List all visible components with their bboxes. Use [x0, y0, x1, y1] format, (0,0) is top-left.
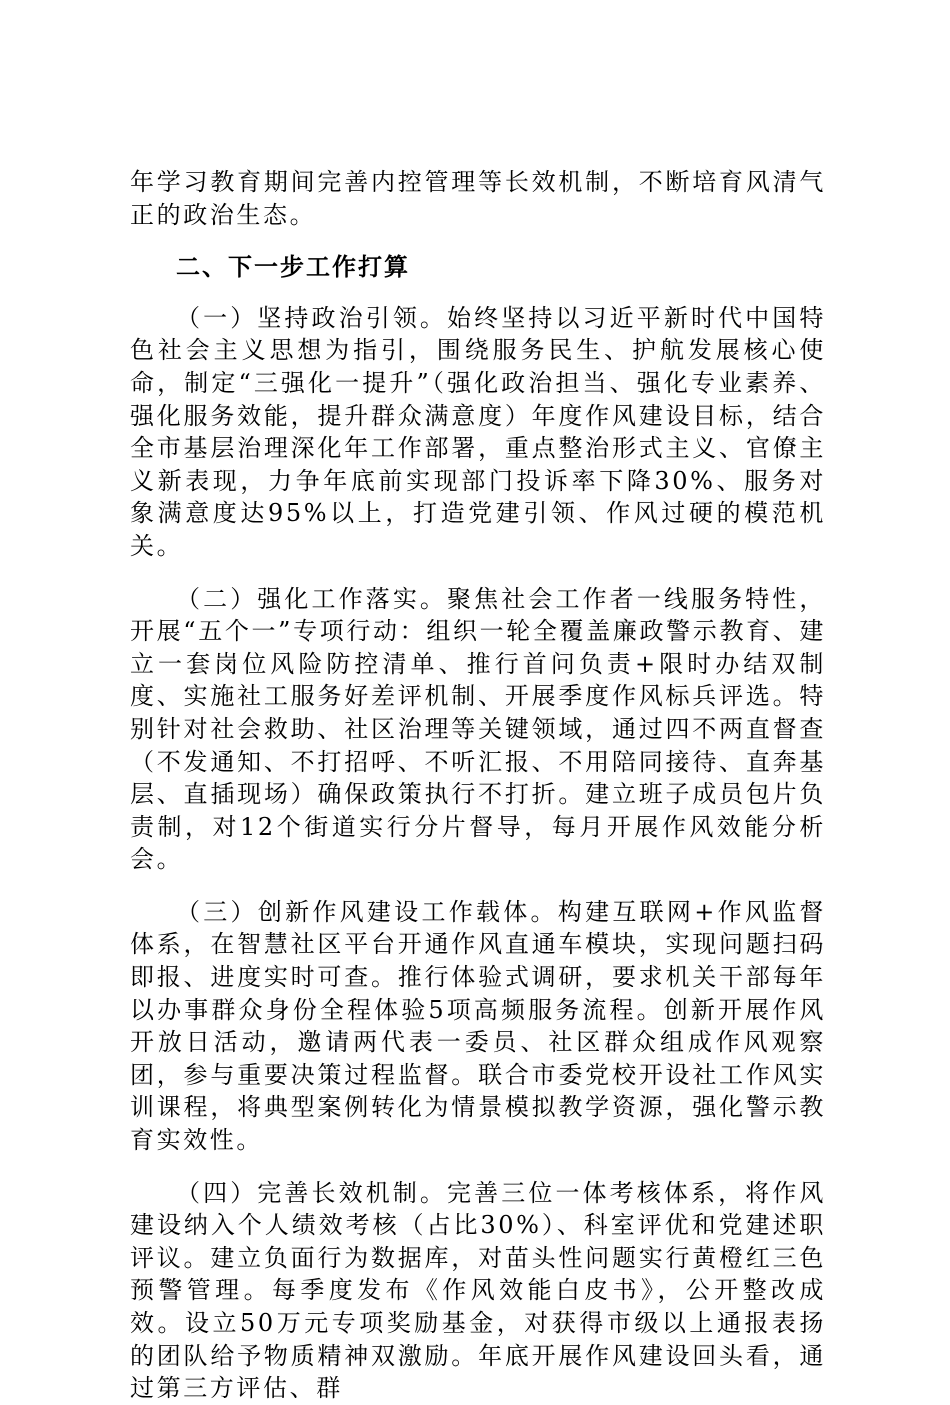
continuation-paragraph: 年学习教育期间完善内控管理等长效机制，不断培育风清气正的政治生态。: [130, 168, 826, 229]
paragraph-2: （二）强化工作落实。聚焦社会工作者一线服务特性，开展“五个一”专项行动：组织一轮全覆盖廉政警示教育、建立一套岗位风险防控清单、推行首问负责+限时办结双制度、实施社工服务好差评机制、开展季度作风标兵评选。特别针对社会救助、社区治理等关键领域，通过四不两直督查（不发通知、不打招呼、不听汇报、不用陪同接待、直奔基层、直插现场）确保政策执行不打折。建立班子成员包片负责制，对12个街道实行分片督导，每月开展作风效能分析会。: [130, 584, 826, 874]
paragraph-1: （一）坚持政治引领。始终坚持以习近平新时代中国特色社会主义思想为指引，围绕服务民生、护航发展核心使命，制定“三强化一提升”（强化政治担当、强化专业素养、强化服务效能，提升群众满意度）年度作风建设目标，结合全市基层治理深化年工作部署，重点整治形式主义、官僚主义新表现，力争年底前实现部门投诉率下降30%、服务对象满意度达95%以上，打造党建引领、作风过硬的模范机关。: [130, 303, 826, 560]
paragraph-4: （四）完善长效机制。完善三位一体考核体系，将作风建设纳入个人绩效考核（占比30%）、科室评优和党建述职评议。建立负面行为数据库，对苗头性问题实行黄橙红三色预警管理。每季度发布《作风效能白皮书》，公开整改成效。设立50万元专项奖励基金，对获得市级以上通报表扬的团队给予物质精神双激励。年底开展作风建设回头看，通过第三方评估、群: [130, 1178, 826, 1403]
paragraph-3: （三）创新作风建设工作载体。构建互联网+作风监督体系，在智慧社区平台开通作风直通车模块，实现问题扫码即报、进度实时可查。推行体验式调研，要求机关干部每年以办事群众身份全程体验5项高频服务流程。创新开展作风开放日活动，邀请两代表一委员、社区群众组成作风观察团，参与重要决策过程监督。联合市委党校开设社工作风实训课程，将典型案例转化为情景模拟教学资源，强化警示教育实效性。: [130, 897, 826, 1155]
section-heading: 二、下一步工作打算: [176, 253, 410, 282]
document-body: [130, 166, 826, 1405]
